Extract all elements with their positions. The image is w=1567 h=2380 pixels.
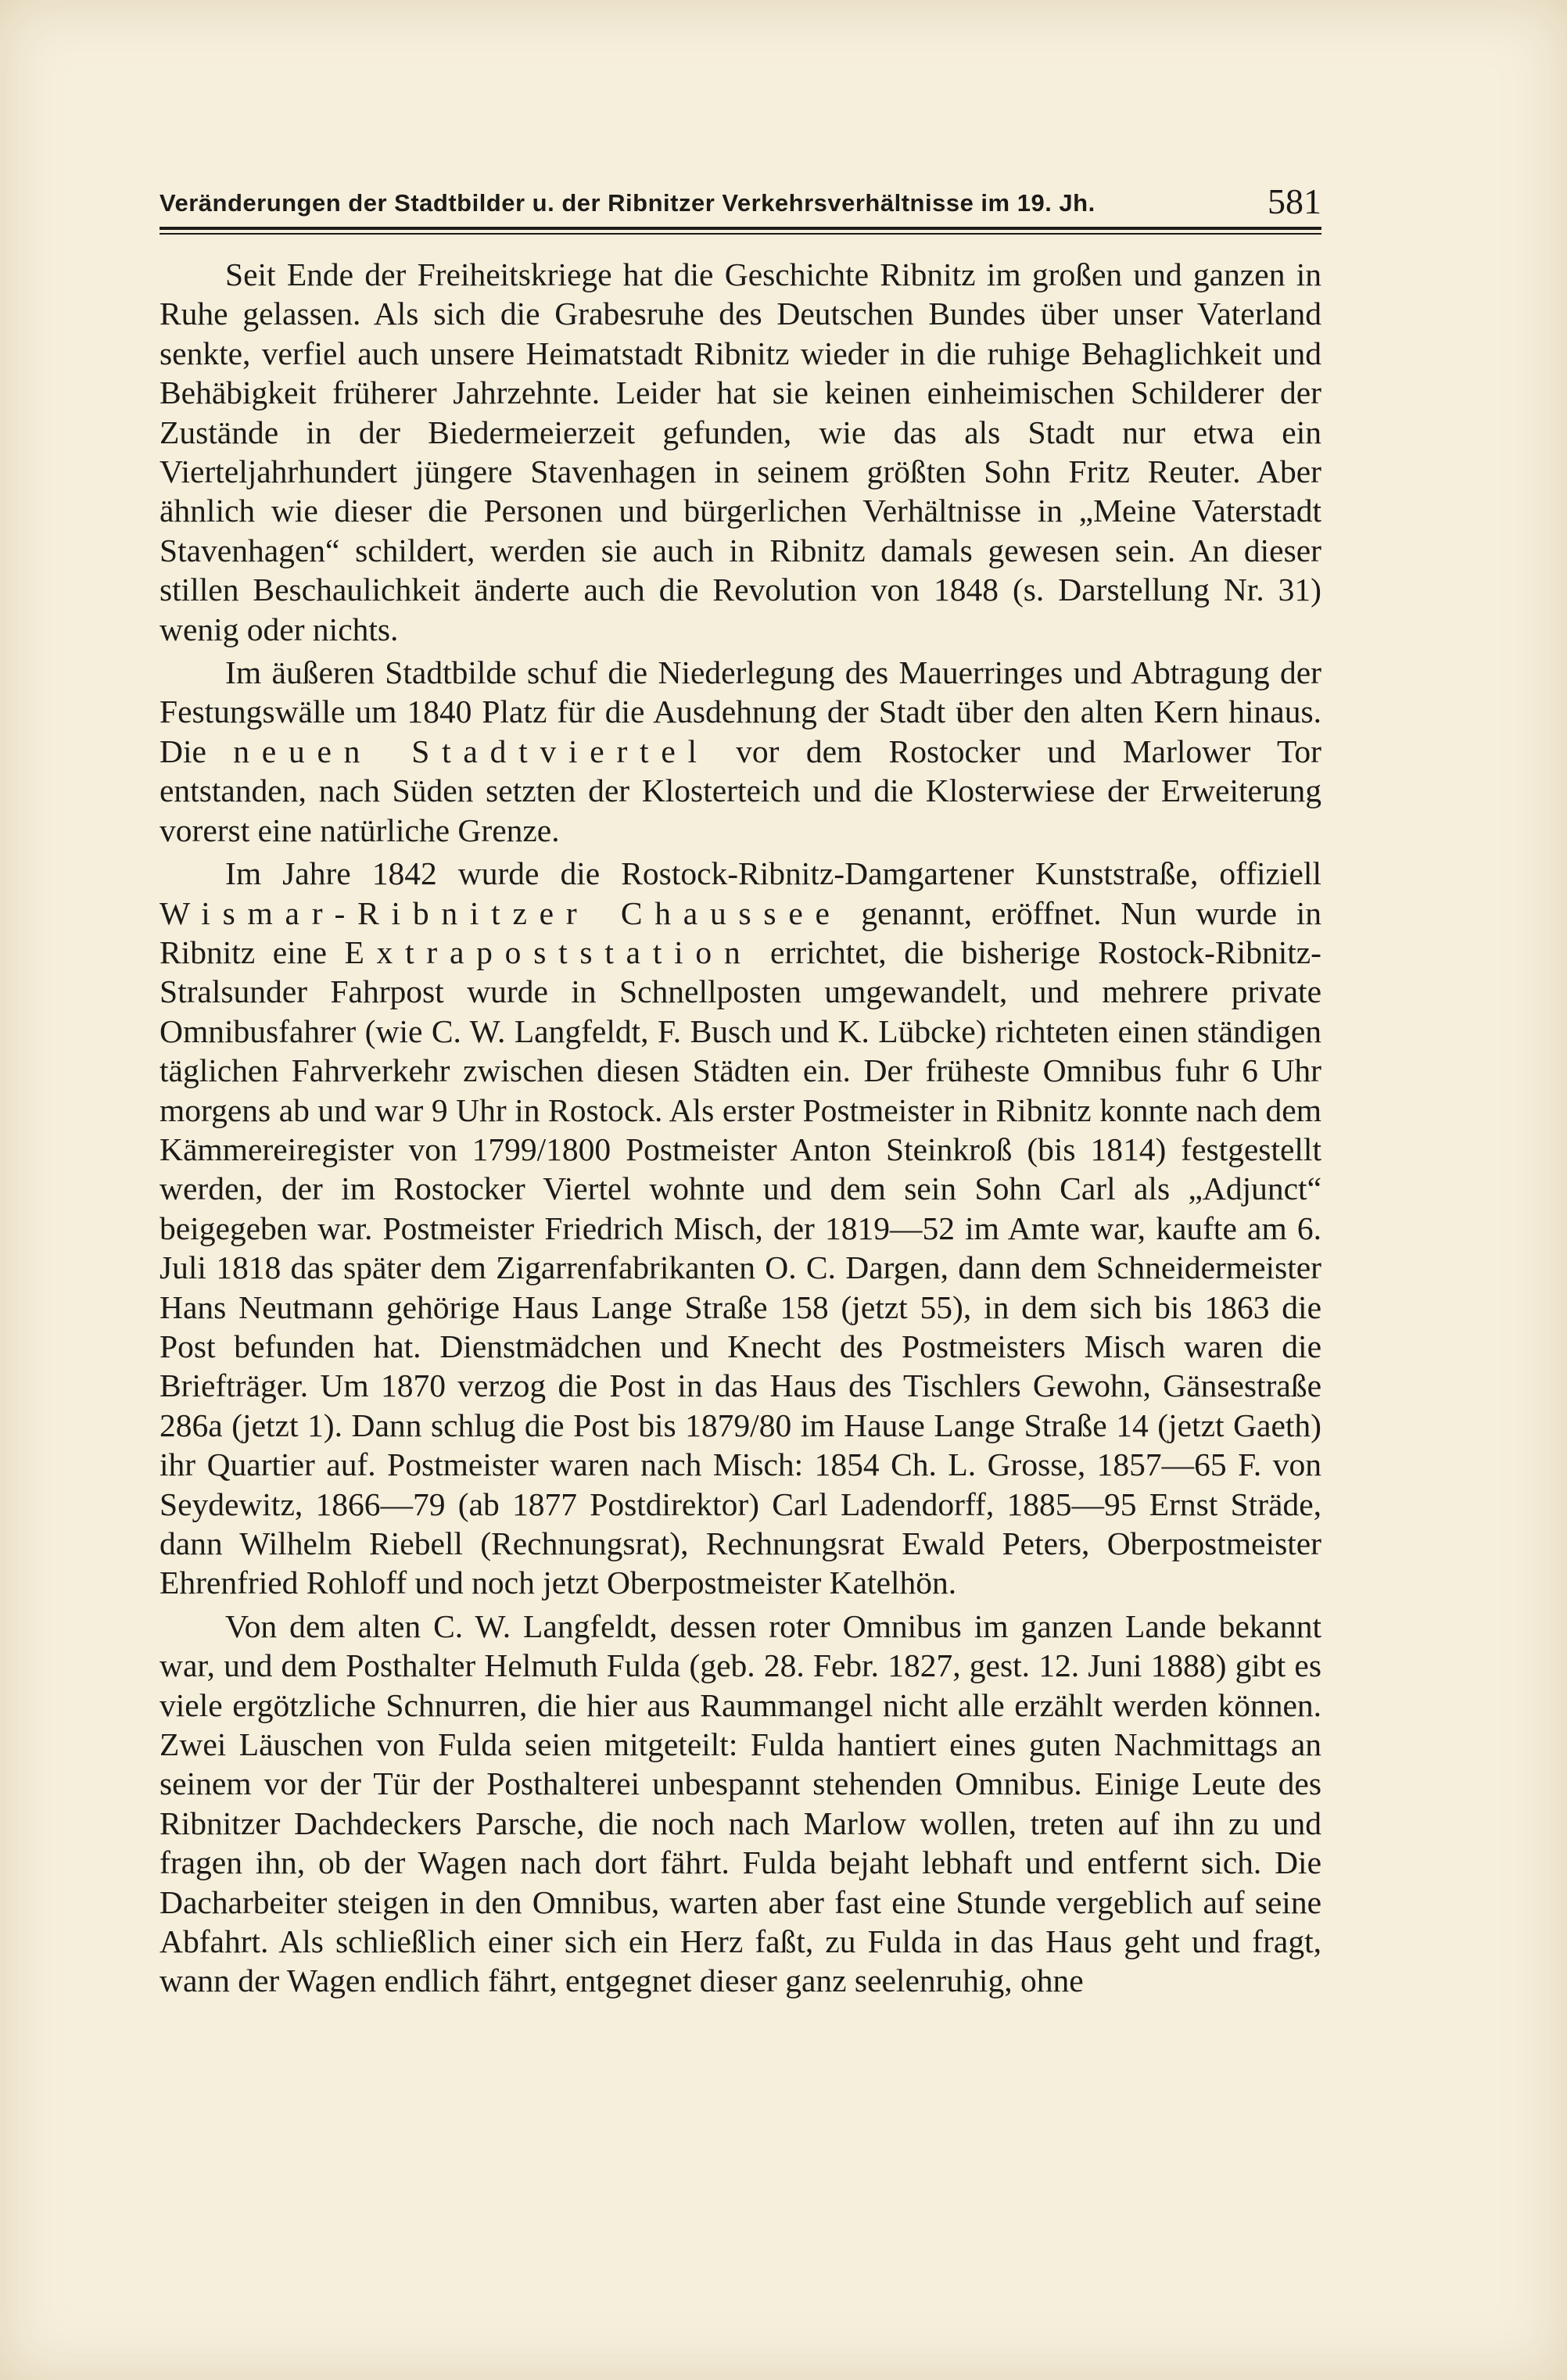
paragraph-3: [160, 854, 1321, 1603]
page-number: 581: [1268, 181, 1321, 221]
spaced-emphasis: neuen Stadtviertel: [233, 733, 709, 769]
paragraph-1: [160, 255, 1321, 649]
text-run: Seit Ende der Freiheitskriege hat die Geschichte Ribnitz im großen und ganzen in Ruhe gelassen. Als sich die Grabesruhe des Deutschen Bundes über unser Vaterland senkte, verfiel auch unsere Heimatstadt Ribnitz wieder in die ruhige Behaglichkeit und Behäbigkeit früherer Jahrzehnte. Leider hat sie keinen einheimischen Schilderer der Zustände in der Biedermeierzeit gefunden, wie das als Stadt nur etwa ein Vierteljahrhundert jüngere Stavenhagen in seinem größten Sohn Fritz Reuter. Aber ähnlich wie dieser die Personen und bürgerlichen Verhältnisse in „Meine Vaterstadt Stavenhagen“ schildert, werden sie auch in Ribnitz damals gewesen sein. An dieser stillen Beschaulichkeit änderte auch die Revolution von 1848 (s. Darstellung Nr. 31) wenig oder nichts.: [160, 256, 1321, 647]
text-run: Im Jahre 1842 wurde die Rostock-Ribnitz-Damgartener Kunststraße, offiziell: [225, 855, 1321, 892]
text-run: Im äußeren Stadtbilde schuf die Niederlegung des Mauerringes und Abtragung der Festungswälle um 1840 Platz für die Ausdehnung der Stadt über den alten Kern hinaus. Die: [160, 654, 1321, 769]
running-head: Veränderungen der Stadtbilder u. der Ribnitzer Verkehrsverhältnisse im 19. Jh.: [160, 189, 1095, 217]
header-rule-thin: [160, 233, 1321, 235]
body-text: [160, 255, 1321, 2001]
text-run: errichtet, die bisherige Rostock-Ribnitz-Stralsunder Fahrpost wurde in Schnellposten umgewandelt, und mehrere private Omnibusfahrer (wie C. W. Langfeldt, F. Busch und K. Lübcke) richteten einen ständigen täglichen Fahrverkehr zwischen diesen Städten ein. Der früheste Omnibus fuhr 6 Uhr morgens ab und war 9 Uhr in Rostock. Als erster Postmeister in Ribnitz konnte nach dem Kämmereiregister von 1799/1800 Postmeister Anton Steinkroß (bis 1814) festgestellt werden, der im Rostocker Viertel wohnte und dem sein Sohn Carl als „Adjunct“ beigegeben war. Postmeister Friedrich Misch, der 1819—52 im Amte war, kaufte am 6. Juli 1818 das später dem Zigarrenfabrikanten O. C. Dargen, dann dem Schneidermeister Hans Neutmann gehörige Haus Lange Straße 158 (jetzt 55), in dem sich bis 1863 die Post befunden hat. Dienstmädchen und Knecht des Postmeisters Misch waren die Briefträger. Um 1870 verzog die Post in das Haus des Tischlers Gewohn, Gänsestraße 286a (jetzt 1). Dann schlug die Post bis 1879/80 im Hause Lange Straße 14 (jetzt Gaeth) ihr Quartier auf. Postmeister waren nach Misch: 1854 Ch. L. Grosse, 1857—65 F. von Seydewitz, 1866—79 (ab 1877 Postdirektor) Carl Ladendorff, 1885—95 Ernst Sträde, dann Wilhelm Riebell (Rechnungsrat), Rechnungsrat Ewald Peters, Oberpostmeister Ehrenfried Rohloff und noch jetzt Oberpostmeister Katelhön.: [160, 934, 1322, 1601]
spaced-emphasis: Extrapoststation: [344, 934, 753, 970]
text-run: vor dem Rostocker und Marlower Tor entstanden, nach Süden setzten der Klosterteich und die Klosterwiese der Erweiterung vorerst eine natürliche Grenze.: [160, 733, 1321, 848]
header-rule: [160, 227, 1321, 230]
paragraph-4: [160, 1607, 1321, 2001]
page-header: [160, 177, 1321, 224]
paragraph-2: [160, 653, 1321, 850]
text-run: Von dem alten C. W. Langfeldt, dessen roter Omnibus im ganzen Lande bekannt war, und dem Posthalter Helmuth Fulda (geb. 28. Febr. 1827, gest. 12. Juni 1888) gibt es viele ergötzliche Schnurren, die hier aus Raummangel nicht alle erzählt werden können. Zwei Läuschen von Fulda seien mitgeteilt: Fulda hantiert eines guten Nachmittags an seinem vor der Tür der Posthalterei unbespannt stehenden Omnibus. Einige Leute des Ribnitzer Dachdeckers Parsche, die noch nach Marlow wollen, treten auf ihn zu und fragen ihn, ob der Wagen nach dort fährt. Fulda bejaht lebhaft und entfernt sich. Die Dacharbeiter steigen in den Omnibus, warten aber fast eine Stunde vergeblich auf seine Abfahrt. Als schließlich einer sich ein Herz faßt, zu Fulda in das Haus geht und fragt, wann der Wagen endlich fährt, entgegnet dieser ganz seelenruhig, ohne: [160, 1608, 1321, 1999]
spaced-emphasis: Wismar-Ribnitzer Chaussee: [160, 894, 842, 931]
text-run: genannt, eröffnet. Nun wurde in Ribnitz eine: [160, 894, 1321, 970]
